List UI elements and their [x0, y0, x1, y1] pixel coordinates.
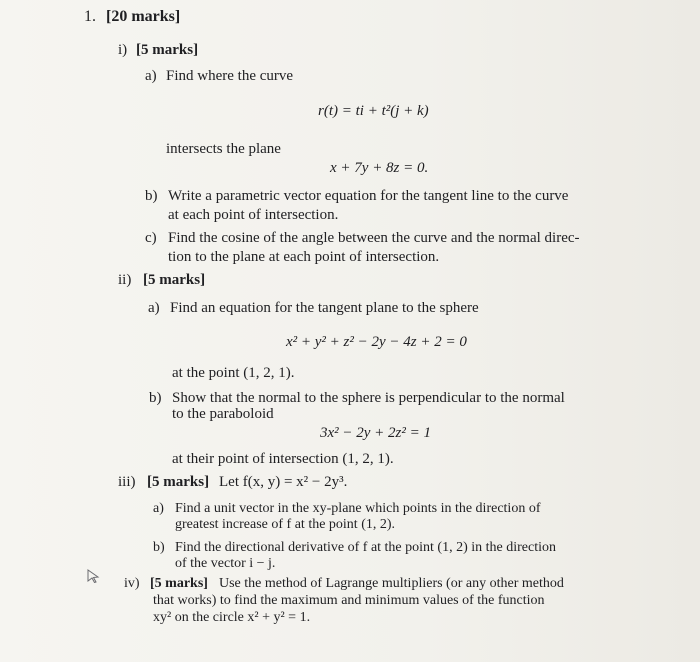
pointer-cursor-icon [86, 569, 100, 583]
part-iii-intro: Let f(x, y) = x² − 2y³. [219, 474, 348, 490]
part-iii-marks: [5 marks] [147, 474, 210, 490]
part-i-a-text: Find where the curve [166, 68, 294, 84]
part-i-c-label: c) [145, 230, 157, 246]
part-i-b-label: b) [145, 188, 158, 204]
paraboloid-equation: 3x² − 2y + 2z² = 1 [320, 425, 432, 441]
part-i-c-line1: Find the cosine of the angle between the curve and the normal direc- [168, 230, 580, 246]
part-i-a-label: a) [145, 68, 157, 84]
part-ii-b-line1: Show that the normal to the sphere is perpendicular to the normal [172, 390, 565, 406]
part-iii-a-label: a) [153, 501, 164, 516]
part-i-b-line1: Write a parametric vector equation for the tangent line to the curve [168, 188, 569, 204]
part-iii-a-line1: Find a unit vector in the xy-plane which points in the direction of [175, 501, 541, 516]
part-ii-marks: [5 marks] [143, 272, 206, 288]
part-ii-label: ii) [118, 272, 132, 288]
part-ii-a-label: a) [148, 300, 160, 316]
part-i-marks: [5 marks] [136, 42, 199, 58]
intersects-text: intersects the plane [166, 141, 281, 157]
part-iii-a-line2: greatest increase of f at the point (1, 2). [175, 517, 396, 532]
curve-equation: r(t) = ti + t²(j + k) [318, 103, 429, 119]
part-iii-label: iii) [118, 474, 136, 490]
part-iii-b-line1: Find the directional derivative of f at the point (1, 2) in the direction [175, 540, 557, 555]
question-marks: [20 marks] [106, 8, 181, 25]
part-ii-a-text: Find an equation for the tangent plane to the sphere [170, 300, 479, 316]
part-i-b-line2: at each point of intersection. [168, 207, 339, 223]
part-iv-marks: [5 marks] [150, 576, 208, 591]
plane-equation: x + 7y + 8z = 0. [330, 160, 429, 176]
part-ii-b-line2: to the paraboloid [172, 406, 274, 422]
part-iii-b-line2: of the vector i − j. [175, 556, 276, 571]
point-text: at the point (1, 2, 1). [172, 365, 295, 381]
part-iv-line1: Use the method of Lagrange multipliers (or any other method [219, 576, 564, 591]
part-ii-b-label: b) [149, 390, 162, 406]
sphere-equation: x² + y² + z² − 2y − 4z + 2 = 0 [286, 334, 467, 350]
part-iv-label: iv) [124, 576, 140, 591]
intersection-text: at their point of intersection (1, 2, 1). [172, 451, 394, 467]
part-iv-line3: xy² on the circle x² + y² = 1. [153, 610, 311, 625]
part-iv-line2: that works) to find the maximum and minimum values of the function [153, 593, 545, 608]
question-number: 1. [84, 8, 96, 25]
part-i-c-line2: tion to the plane at each point of intersection. [168, 249, 440, 265]
part-i-label: i) [118, 42, 128, 58]
part-iii-b-label: b) [153, 540, 165, 555]
